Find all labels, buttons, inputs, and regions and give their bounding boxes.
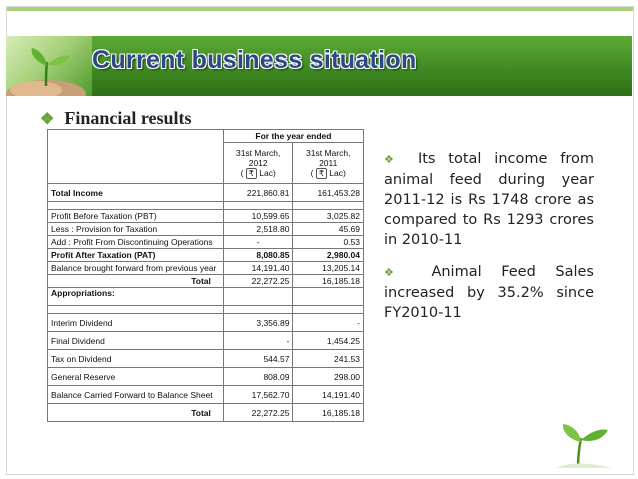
section-heading-text: Financial results [64,108,192,128]
row-value-2011: 13,205.14 [293,262,364,275]
spacer-cell [223,306,293,314]
spacer-cell [293,202,364,210]
table-row [48,350,364,368]
row-value-2012: - [223,236,293,249]
row-value-2011: 45.69 [293,223,364,236]
row-value-2011: 3,025.82 [293,210,364,223]
row-value-2011: 241.53 [293,350,364,368]
spacer-cell [48,306,224,314]
row-value-2011: - [293,314,364,332]
row-label: Balance brought forward from previous year [48,262,224,275]
table-row [48,249,364,262]
section-heading [40,108,192,129]
row-value-2012: 10,599.65 [223,210,293,223]
row-value-2011: 16,185.18 [293,275,364,288]
table-corner-blank [48,130,224,143]
row-label: Profit Before Taxation (PBT) [48,210,224,223]
table-row [48,288,364,306]
diamond-bullet-icon: ❖ [384,153,403,166]
row-label: Profit After Taxation (PAT) [48,249,224,262]
row-value-2012: - [223,332,293,350]
row-label: Interim Dividend [48,314,224,332]
table-row [48,314,364,332]
financial-results-table [47,129,364,422]
column-header-year: 2012 [248,157,268,168]
row-label: Tax on Dividend [48,350,224,368]
row-label: Less : Provision for Taxation [48,223,224,236]
row-value-2012: 808.09 [223,368,293,386]
row-value-2012: 17,562.70 [223,386,293,404]
bullet-point-income [384,149,594,250]
slide-title: Current business situation [92,46,417,74]
table-row [48,184,364,202]
table-group-header: For the year ended [223,130,363,143]
row-value-2012: 2,518.80 [223,223,293,236]
row-value-2012 [223,288,293,306]
row-label: Balance Carried Forward to Balance Sheet [48,386,224,404]
row-label: Total [48,404,224,422]
row-value-2011: 1,454.25 [293,332,364,350]
spacer-cell [223,202,293,210]
column-header-unit: ( ₹ Lac) [310,167,346,178]
table-row [48,386,364,404]
row-value-2011: 298.00 [293,368,364,386]
diamond-bullet-icon: ❖ [384,266,409,279]
seedling-corner-icon [548,412,620,470]
column-header-2012 [223,143,293,184]
row-label: Appropriations: [48,288,224,306]
row-label: General Reserve [48,368,224,386]
table-row [48,404,364,422]
column-header-unit: ( ₹ Lac) [240,167,276,178]
column-header-date: 31st March, [235,147,281,158]
rupee-icon: ₹ [316,168,327,179]
top-accent-line [7,7,633,11]
table-row [48,368,364,386]
table-row [48,210,364,223]
table-label-header-blank [48,143,224,184]
row-value-2012: 22,272.25 [223,275,293,288]
rupee-icon: ₹ [246,168,257,179]
bullet-point-text: Animal Feed Sales increased by 35.2% since FY2010-11 [384,264,594,321]
row-value-2011: 2,980.04 [293,249,364,262]
bullet-point-text: Its total income from animal feed during year 2011-12 is Rs 1748 crore as compared to Rs 1293 crores in 2010-11 [384,151,594,248]
row-value-2012: 221,860.81 [223,184,293,202]
row-value-2012: 14,191.40 [223,262,293,275]
column-header-year: 2011 [319,157,338,168]
row-value-2012: 3,356.89 [223,314,293,332]
row-value-2011 [293,288,364,306]
table-row [48,262,364,275]
row-value-2011: 0.53 [293,236,364,249]
row-value-2012: 8,080.85 [223,249,293,262]
row-value-2012: 544.57 [223,350,293,368]
row-label: Add : Profit From Discontinuing Operations [48,236,224,249]
column-header-2011 [293,143,364,184]
row-value-2012: 22,272.25 [223,404,293,422]
row-label: Total Income [48,184,224,202]
bullet-point-sales [384,262,594,323]
table-row [48,236,364,249]
row-label: Final Dividend [48,332,224,350]
row-value-2011: 16,185.18 [293,404,364,422]
column-header-date: 31st March, [306,147,351,158]
seedling-hands-image [6,36,92,96]
table-row [48,223,364,236]
row-value-2011: 14,191.40 [293,386,364,404]
table-row [48,275,364,288]
table-row [48,332,364,350]
diamond-bullet-icon: ❖ [40,111,55,128]
row-label: Total [48,275,224,288]
spacer-cell [293,306,364,314]
spacer-cell [48,202,224,210]
row-value-2011: 161,453.28 [293,184,364,202]
